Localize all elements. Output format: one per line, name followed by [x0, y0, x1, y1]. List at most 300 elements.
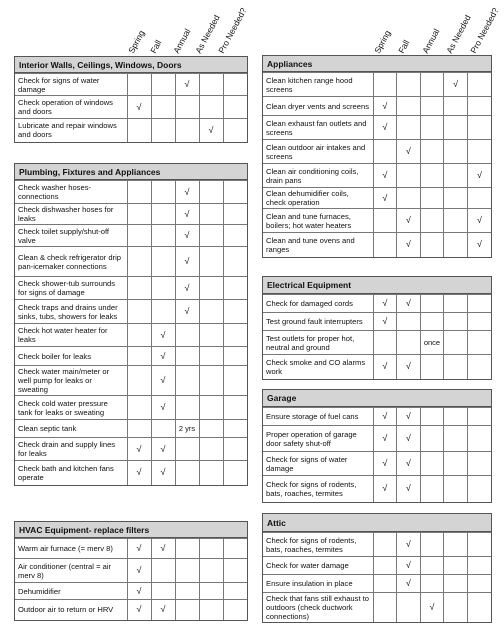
- schedule-cell: [444, 533, 468, 557]
- schedule-cell: [420, 408, 444, 426]
- section-title: Attic: [263, 514, 491, 532]
- schedule-cell: [373, 331, 397, 355]
- section-title: Appliances: [263, 56, 491, 72]
- table-row: [263, 476, 491, 502]
- schedule-cell: [175, 324, 199, 347]
- check-mark-cell: √: [151, 461, 175, 485]
- schedule-cell: [373, 73, 397, 97]
- schedule-cell: [223, 181, 247, 204]
- schedule-cell: [444, 116, 468, 140]
- schedule-cell: [467, 295, 491, 313]
- schedule-cell: [151, 74, 175, 96]
- check-mark-cell: √: [151, 396, 175, 420]
- checklist-table: [15, 180, 247, 485]
- task-label: Ensure insulation in place: [263, 575, 373, 593]
- section-appliances: [262, 55, 492, 258]
- schedule-cell: [151, 225, 175, 247]
- task-label: Clean septic tank: [15, 420, 127, 438]
- schedule-cell: [127, 324, 151, 347]
- schedule-cell: [199, 396, 223, 420]
- table-row: [263, 575, 491, 593]
- schedule-cell: [199, 225, 223, 247]
- table-row: [15, 396, 247, 420]
- task-label: Dehumidifier: [15, 583, 127, 600]
- checklist-table: [263, 407, 491, 502]
- schedule-cell: [223, 559, 247, 583]
- schedule-cell: [373, 557, 397, 575]
- task-label: Check hot water heater for leaks: [15, 324, 127, 347]
- schedule-cell: [467, 188, 491, 209]
- table-row: [15, 559, 247, 583]
- schedule-cell: [467, 408, 491, 426]
- schedule-cell: [223, 420, 247, 438]
- schedule-cell: [444, 476, 468, 502]
- check-mark-cell: √: [373, 313, 397, 331]
- schedule-cell: [175, 396, 199, 420]
- table-row: [263, 188, 491, 209]
- schedule-cell: [444, 452, 468, 476]
- check-mark-cell: √: [373, 164, 397, 188]
- schedule-cell: [175, 119, 199, 142]
- schedule-cell: [420, 452, 444, 476]
- table-row: [263, 233, 491, 257]
- task-label: Check smoke and CO alarms work: [263, 355, 373, 379]
- check-mark-cell: √: [373, 188, 397, 209]
- task-label: Check bath and kitchen fans operate: [15, 461, 127, 485]
- schedule-cell: [373, 209, 397, 233]
- schedule-cell: [467, 452, 491, 476]
- schedule-cell: [199, 461, 223, 485]
- schedule-cell: [199, 247, 223, 277]
- schedule-cell: [127, 347, 151, 366]
- task-label: Check for damaged cords: [263, 295, 373, 313]
- section-attic: [262, 513, 492, 623]
- schedule-cell: [151, 300, 175, 324]
- schedule-cell: [420, 209, 444, 233]
- check-mark-cell: √: [467, 209, 491, 233]
- table-row: [15, 420, 247, 438]
- task-label: Ensure storage of fuel cans: [263, 408, 373, 426]
- section-title: Interior Walls, Ceilings, Windows, Doors: [15, 57, 247, 73]
- table-row: [15, 277, 247, 300]
- schedule-cell: [420, 233, 444, 257]
- schedule-cell: [444, 209, 468, 233]
- task-label: Check boiler for leaks: [15, 347, 127, 366]
- table-row: [15, 600, 247, 620]
- task-label: Clean outdoor air intakes and screens: [263, 140, 373, 164]
- schedule-cell: [151, 583, 175, 600]
- check-mark-cell: √: [175, 181, 199, 204]
- schedule-cell: [223, 324, 247, 347]
- check-mark-cell: √: [373, 116, 397, 140]
- schedule-cell: [127, 366, 151, 396]
- schedule-cell: [420, 557, 444, 575]
- check-mark-cell: √: [175, 74, 199, 96]
- schedule-cell: [199, 181, 223, 204]
- schedule-cell: [127, 247, 151, 277]
- schedule-cell: [420, 164, 444, 188]
- table-row: [263, 116, 491, 140]
- schedule-cell: [444, 408, 468, 426]
- task-label: Clean and tune ovens and ranges: [263, 233, 373, 257]
- check-mark-cell: √: [175, 225, 199, 247]
- schedule-cell: [199, 74, 223, 96]
- schedule-cell: [223, 119, 247, 142]
- schedule-cell: [373, 575, 397, 593]
- check-mark-cell: √: [397, 426, 421, 452]
- schedule-cell: [199, 539, 223, 559]
- schedule-cell: [420, 533, 444, 557]
- table-row: [263, 533, 491, 557]
- schedule-cell: [467, 593, 491, 622]
- table-row: [263, 426, 491, 452]
- schedule-cell: [397, 73, 421, 97]
- schedule-cell: [175, 583, 199, 600]
- schedule-cell: [420, 73, 444, 97]
- check-mark-cell: √: [397, 209, 421, 233]
- section-title: Plumbing, Fixtures and Appliances: [15, 164, 247, 180]
- check-mark-cell: √: [151, 438, 175, 461]
- check-mark-cell: √: [175, 300, 199, 324]
- schedule-cell: [199, 277, 223, 300]
- schedule-cell: [420, 295, 444, 313]
- task-label: Test outlets for proper hot, neutral and ground: [263, 331, 373, 355]
- schedule-cell: [175, 366, 199, 396]
- schedule-cell: [175, 96, 199, 119]
- check-mark-cell: √: [175, 247, 199, 277]
- schedule-cell: [444, 331, 468, 355]
- schedule-cell: [199, 438, 223, 461]
- section-electrical-equipment: [262, 276, 492, 380]
- check-mark-cell: √: [397, 557, 421, 575]
- schedule-cell: [223, 225, 247, 247]
- schedule-cell: [223, 396, 247, 420]
- check-mark-cell: √: [397, 452, 421, 476]
- schedule-cell: [199, 559, 223, 583]
- schedule-cell: [223, 74, 247, 96]
- schedule-cell: [467, 116, 491, 140]
- schedule-cell: [175, 559, 199, 583]
- check-mark-cell: √: [127, 559, 151, 583]
- table-row: [15, 583, 247, 600]
- check-mark-cell: √: [127, 539, 151, 559]
- schedule-cell: [373, 233, 397, 257]
- task-label: Clean dryer vents and screens: [263, 97, 373, 116]
- schedule-cell: [373, 533, 397, 557]
- schedule-cell: [444, 593, 468, 622]
- section-title: Electrical Equipment: [263, 277, 491, 294]
- table-row: [263, 355, 491, 379]
- task-label: Test ground fault interrupters: [263, 313, 373, 331]
- schedule-cell: [151, 96, 175, 119]
- task-label: Clean exhaust fan outlets and screens: [263, 116, 373, 140]
- schedule-cell: [199, 420, 223, 438]
- schedule-cell: [444, 140, 468, 164]
- table-row: [15, 300, 247, 324]
- schedule-cell: [199, 300, 223, 324]
- check-mark-cell: √: [373, 355, 397, 379]
- column-header: [262, 0, 501, 56]
- column-label-spring: Spring: [126, 28, 147, 55]
- task-label: Check water main/meter or well pump for leaks or sweating: [15, 366, 127, 396]
- table-row: [263, 97, 491, 116]
- table-row: [263, 209, 491, 233]
- check-mark-cell: √: [397, 295, 421, 313]
- check-mark-cell: √: [373, 408, 397, 426]
- schedule-cell: [444, 426, 468, 452]
- schedule-cell: [199, 96, 223, 119]
- schedule-cell: [397, 593, 421, 622]
- schedule-cell: [175, 347, 199, 366]
- check-mark-cell: √: [127, 438, 151, 461]
- check-mark-cell: √: [397, 575, 421, 593]
- schedule-cell: [373, 140, 397, 164]
- schedule-cell: [223, 438, 247, 461]
- schedule-cell: [127, 420, 151, 438]
- table-row: [263, 313, 491, 331]
- schedule-cell: [467, 73, 491, 97]
- schedule-cell: [444, 355, 468, 379]
- check-mark-cell: √: [175, 277, 199, 300]
- section-title: HVAC Equipment- replace filters: [15, 522, 247, 538]
- schedule-cell: [199, 324, 223, 347]
- check-mark-cell: √: [373, 97, 397, 116]
- task-label: Check for signs of water damage: [263, 452, 373, 476]
- check-mark-cell: √: [420, 593, 444, 622]
- schedule-cell: [199, 366, 223, 396]
- schedule-cell: [444, 295, 468, 313]
- column-label-fall: Fall: [148, 38, 164, 55]
- schedule-cell: [175, 539, 199, 559]
- check-mark-cell: √: [199, 119, 223, 142]
- task-label: Check that fans still exhaust to outdoors (check ductwork connections): [263, 593, 373, 622]
- column-label-fall: Fall: [396, 38, 412, 55]
- schedule-cell: [199, 347, 223, 366]
- schedule-cell: [175, 600, 199, 620]
- check-mark-cell: √: [151, 347, 175, 366]
- column-label-annual: Annual: [420, 26, 442, 55]
- check-mark-cell: √: [467, 233, 491, 257]
- task-label: Check toilet supply/shut-off valve: [15, 225, 127, 247]
- schedule-cell: [223, 96, 247, 119]
- schedule-cell: [467, 355, 491, 379]
- schedule-cell: [127, 181, 151, 204]
- check-mark-cell: √: [151, 539, 175, 559]
- table-row: [263, 593, 491, 622]
- schedule-cell: [199, 600, 223, 620]
- section-garage: [262, 389, 492, 503]
- check-mark-cell: √: [397, 408, 421, 426]
- schedule-cell: [127, 119, 151, 142]
- task-label: Check washer hoses-connections: [15, 181, 127, 204]
- table-row: [263, 73, 491, 97]
- schedule-cell: [467, 476, 491, 502]
- schedule-cell: [397, 188, 421, 209]
- schedule-cell: [127, 396, 151, 420]
- check-mark-cell: √: [373, 476, 397, 502]
- task-label: Check traps and drains under sinks, tubs, showers for leaks: [15, 300, 127, 324]
- column-label-as-needed: As Needed: [193, 13, 222, 55]
- schedule-cell: [223, 600, 247, 620]
- schedule-cell: [151, 420, 175, 438]
- table-row: [263, 557, 491, 575]
- schedule-cell: [223, 461, 247, 485]
- schedule-cell: [127, 225, 151, 247]
- check-mark-cell: √: [127, 96, 151, 119]
- schedule-cell: [444, 164, 468, 188]
- check-mark-cell: √: [373, 295, 397, 313]
- table-row: [15, 461, 247, 485]
- table-row: [15, 438, 247, 461]
- schedule-cell: [151, 204, 175, 225]
- table-row: [15, 96, 247, 119]
- table-row: [15, 539, 247, 559]
- schedule-cell: [223, 539, 247, 559]
- schedule-cell: [420, 97, 444, 116]
- task-label: Outdoor air to return or HRV: [15, 600, 127, 620]
- schedule-cell: [467, 426, 491, 452]
- task-label: Clean air conditioning coils, drain pans: [263, 164, 373, 188]
- schedule-cell: [467, 557, 491, 575]
- schedule-cell: [444, 557, 468, 575]
- schedule-cell: [420, 476, 444, 502]
- checklist-table: [263, 532, 491, 622]
- table-row: [15, 247, 247, 277]
- schedule-cell: [127, 277, 151, 300]
- schedule-cell: [420, 426, 444, 452]
- table-row: [263, 408, 491, 426]
- schedule-cell: [223, 277, 247, 300]
- checklist-table: [263, 72, 491, 257]
- task-label: Proper operation of garage door safety shut-off: [263, 426, 373, 452]
- task-label: Check drain and supply lines for leaks: [15, 438, 127, 461]
- table-row: [15, 347, 247, 366]
- schedule-cell: [151, 247, 175, 277]
- task-label: Check operation of windows and doors: [15, 96, 127, 119]
- schedule-cell: [151, 559, 175, 583]
- schedule-cell: [444, 575, 468, 593]
- section-title: Garage: [263, 390, 491, 407]
- task-label: Check cold water pressure tank for leaks or sweating: [15, 396, 127, 420]
- task-label: Warm air furnace (= merv 8): [15, 539, 127, 559]
- checklist-table: [263, 294, 491, 379]
- check-mark-cell: √: [467, 164, 491, 188]
- schedule-cell: [151, 119, 175, 142]
- task-label: Clean kitchen range hood screens: [263, 73, 373, 97]
- table-row: [15, 324, 247, 347]
- schedule-cell: [223, 347, 247, 366]
- table-row: [263, 140, 491, 164]
- schedule-cell: [397, 331, 421, 355]
- check-mark-cell: √: [444, 73, 468, 97]
- schedule-cell: [223, 247, 247, 277]
- table-row: [15, 204, 247, 225]
- check-mark-cell: √: [175, 204, 199, 225]
- check-mark-cell: √: [151, 366, 175, 396]
- column-label-as-needed: As Needed: [444, 13, 473, 55]
- check-mark-cell: √: [397, 476, 421, 502]
- check-mark-cell: √: [373, 452, 397, 476]
- checklist-table: [15, 538, 247, 620]
- table-row: [15, 366, 247, 396]
- schedule-cell: [175, 461, 199, 485]
- schedule-cell: [420, 116, 444, 140]
- schedule-cell: [397, 116, 421, 140]
- schedule-cell: [420, 140, 444, 164]
- schedule-cell: [467, 331, 491, 355]
- schedule-cell: [467, 533, 491, 557]
- schedule-cell: [444, 233, 468, 257]
- check-mark-cell: √: [151, 600, 175, 620]
- schedule-cell: [420, 575, 444, 593]
- column-label-spring: Spring: [372, 28, 393, 55]
- task-label: Lubricate and repair windows and doors: [15, 119, 127, 142]
- schedule-cell: [223, 583, 247, 600]
- check-mark-cell: √: [397, 140, 421, 164]
- schedule-cell: [223, 204, 247, 225]
- task-label: Check for water damage: [263, 557, 373, 575]
- schedule-cell: [444, 313, 468, 331]
- schedule-cell: [420, 188, 444, 209]
- table-row: [263, 331, 491, 355]
- task-label: Check for signs of water damage: [15, 74, 127, 96]
- table-row: [263, 452, 491, 476]
- check-mark-cell: √: [397, 233, 421, 257]
- task-label: Check for signs of rodents, bats, roaches, termites: [263, 476, 373, 502]
- task-label: Clean dehumidifier coils, check operation: [263, 188, 373, 209]
- check-mark-cell: √: [127, 583, 151, 600]
- check-mark-cell: √: [397, 533, 421, 557]
- check-mark-cell: √: [151, 324, 175, 347]
- schedule-cell: [467, 313, 491, 331]
- schedule-cell: [151, 181, 175, 204]
- check-mark-cell: √: [127, 461, 151, 485]
- schedule-cell: [223, 300, 247, 324]
- schedule-cell: [127, 300, 151, 324]
- task-label: Check shower-tub surrounds for signs of damage: [15, 277, 127, 300]
- table-row: [15, 74, 247, 96]
- section-hvac-equipment-replace-filters: [14, 521, 248, 621]
- schedule-cell: [420, 313, 444, 331]
- table-row: [263, 164, 491, 188]
- task-label: Clean and tune furnaces, boilers; hot water heaters: [263, 209, 373, 233]
- schedule-cell: once: [420, 331, 444, 355]
- table-row: [263, 295, 491, 313]
- schedule-cell: [127, 204, 151, 225]
- schedule-cell: [199, 204, 223, 225]
- check-mark-cell: √: [373, 426, 397, 452]
- table-row: [15, 225, 247, 247]
- schedule-cell: [127, 74, 151, 96]
- schedule-cell: [420, 355, 444, 379]
- check-mark-cell: √: [127, 600, 151, 620]
- checklist-table: [15, 73, 247, 142]
- table-row: [15, 119, 247, 142]
- section-plumbing-fixtures-and-appliances: [14, 163, 248, 486]
- schedule-cell: [151, 277, 175, 300]
- column-label-pro-needed: Pro Needed?: [468, 6, 501, 56]
- column-label-pro-needed: Pro Needed?: [215, 6, 249, 56]
- schedule-cell: [397, 97, 421, 116]
- schedule-cell: 2 yrs: [175, 420, 199, 438]
- schedule-cell: [175, 438, 199, 461]
- schedule-cell: [444, 188, 468, 209]
- schedule-cell: [373, 593, 397, 622]
- schedule-cell: [467, 97, 491, 116]
- task-label: Check dishwasher hoses for leaks: [15, 204, 127, 225]
- schedule-cell: [467, 575, 491, 593]
- task-label: Check for signs of rodents, bats, roaches, termites: [263, 533, 373, 557]
